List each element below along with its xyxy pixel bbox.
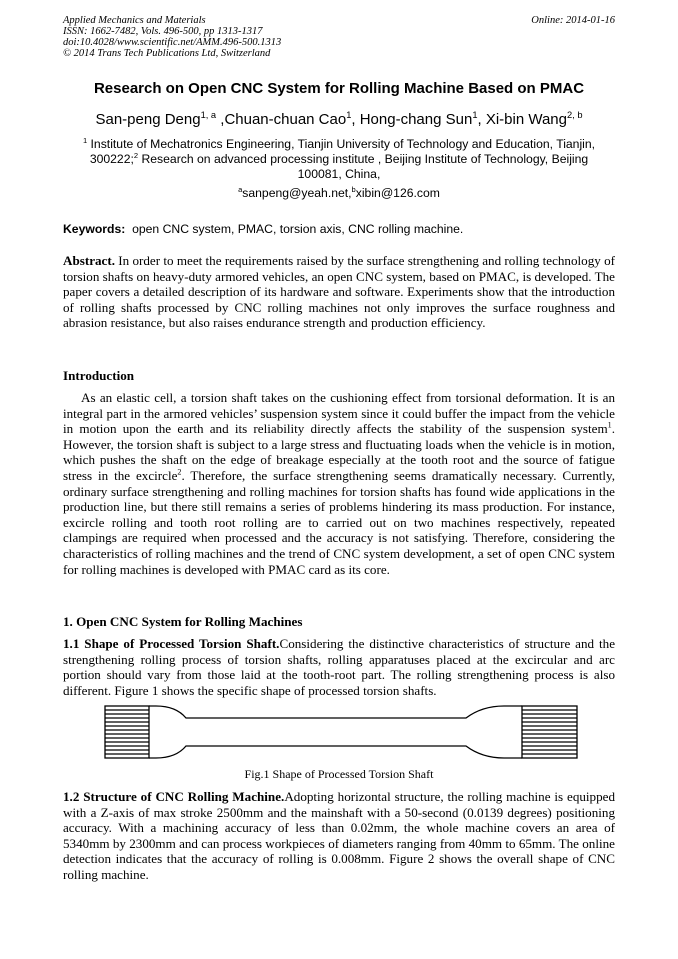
email-a: sanpeng@yeah.net, xyxy=(242,186,352,200)
doi-line: doi:10.4028/www.scientific.net/AMM.496-500.1313 xyxy=(63,37,282,48)
author-sup: 1 xyxy=(472,110,478,120)
author-sup: 2, b xyxy=(566,110,583,120)
author-sup: 1, a xyxy=(200,110,217,120)
subsection-text: Adopting horizontal structure, the rolling machine is equipped with a Z-axis of max stroke 2500mm and the mainshaft with a 50-second (0.0139 degrees) positioning accuracy. With a machining accuracy of less than 0.02mm, the whole machine covers an area of 5340mm by 2300mm and can process workpieces of diameters ranging from 40mm to 65mm. The online detection indicates that the accuracy of rolling is 0.008mm. Figure 2 shows the overall shape of CNC rolling machine. xyxy=(63,789,615,882)
keywords-label: Keywords: xyxy=(63,222,126,236)
citation-sup: 2 xyxy=(177,467,182,477)
journal-header xyxy=(63,15,281,59)
email-b: xibin@126.com xyxy=(355,186,440,200)
citation-sup: 1 xyxy=(607,420,612,430)
introduction-heading: Introduction xyxy=(63,368,135,383)
affiliation-2: Research on advanced processing institute , Beijing Institute of Technology, Beijing 100081, China, xyxy=(141,152,589,181)
author-name: San-peng Deng xyxy=(95,111,201,128)
abstract-label: Abstract. xyxy=(63,253,115,268)
intro-text: . However, the torsion shaft is subject to a large stress and fluctuating loads when the vehicle is in motion, which pushes the shaft on the edge of breakage especially at the tooth root and the source of fatigue stress in the excircle xyxy=(63,421,615,483)
online-date: Online: 2014-01-16 xyxy=(531,15,615,26)
section1-heading: 1. Open CNC System for Rolling Machines xyxy=(63,614,303,629)
paper-title: Research on Open CNC System for Rolling Machine Based on PMAC xyxy=(93,80,585,97)
shaft-top-edge xyxy=(149,706,522,718)
keywords-text: open CNC system, PMAC, torsion axis, CNC rolling machine. xyxy=(132,222,464,236)
author-sup: 1 xyxy=(346,110,352,120)
subsection-label: 1.2 Structure of CNC Rolling Machine. xyxy=(63,789,285,804)
keywords xyxy=(63,222,615,236)
author-list: San-peng Deng$^{1, a}$ ,Chuan-chuan Cao$^1$, Hong-chang Sun$^1$, Xi-bin Wang$^{2, b}$ xyxy=(95,110,583,128)
abstract xyxy=(63,253,615,331)
introduction-paragraph xyxy=(63,390,615,577)
author-name: Chuan-chuan Cao xyxy=(224,111,347,128)
section1-1-paragraph xyxy=(63,636,615,698)
affiliations xyxy=(70,137,608,182)
author-name: Hong-chang Sun xyxy=(359,111,473,128)
affil-sup: 1 xyxy=(82,135,88,145)
abstract-text: In order to meet the requirements raised by the surface strengthening and rolling technology of torsion shafts on heavy-duty armored vehicles, an open CNC system, based on PMAC, is developed. The paper covers a detailed description of its hardware and software. Experiments show that the introduction of rolling shafts processed by CNC rolling machines not only improves the surface roughness and abrasion resistance, but also raises endurance strength and production efficiency. xyxy=(63,253,615,331)
subsection-text: Considering the distinctive characteristics of structure and the strengthening rolling process of torsion shafts, rolling apparatuses placed at the excircular and arc portion should vary from those laid at the tooth-root part. The rolling strengthening process is also different. Figure 1 shows the specific shape of processed torsion shafts. xyxy=(63,636,616,698)
torsion-shaft-figure xyxy=(104,705,578,759)
affiliation-1: Institute of Mechatronics Engineering, Tianjin University of Technology and Education, Tianjin, 300222; xyxy=(89,137,596,166)
subsection-label: 1.1 Shape of Processed Torsion Shaft. xyxy=(63,636,280,651)
author-name: Xi-bin Wang xyxy=(485,111,567,128)
shaft-bottom-edge xyxy=(149,746,522,758)
left-spline-teeth xyxy=(105,710,149,754)
figure-caption: Fig.1 Shape of Processed Torsion Shaft xyxy=(244,767,434,781)
intro-text: . Therefore, the surface strengthening seems dramatically necessary. Currently, ordinary surface strengthening and rolling machines for torsion shafts has found wide applications in the production line, but there still remains a series of problems hindering its mass production. For instance, excircle rolling and tooth root rolling are to carried out on two machines respectively, repeated clampings are required when processed and the accuracy is not satisfying. Therefore, considering the characteristics of rolling machines and the trend of CNC system development, a set of open CNC system for rolling machines is developed with PMAC card as its core. xyxy=(63,467,615,577)
author-emails xyxy=(0,186,678,200)
issn-line: ISSN: 1662-7482, Vols. 496-500, pp 1313-1317 xyxy=(63,26,263,37)
journal-name: Applied Mechanics and Materials xyxy=(63,15,206,26)
affil-sup: 2 xyxy=(133,150,139,160)
copyright-line: © 2014 Trans Tech Publications Ltd, Switzerland xyxy=(63,48,271,59)
email-sup: b xyxy=(351,184,356,194)
section1-2-paragraph xyxy=(63,789,615,883)
right-spline-teeth xyxy=(522,710,577,754)
intro-text: As an elastic cell, a torsion shaft takes on the cushioning effect from torsional deformation. It is an integral part in the armored vehicles’ suspension system since it could buffer the impact from the vehicle in motion upon the earth and its reliability directly affects the stability of the suspension system xyxy=(63,390,615,437)
email-sup: a xyxy=(238,184,243,194)
